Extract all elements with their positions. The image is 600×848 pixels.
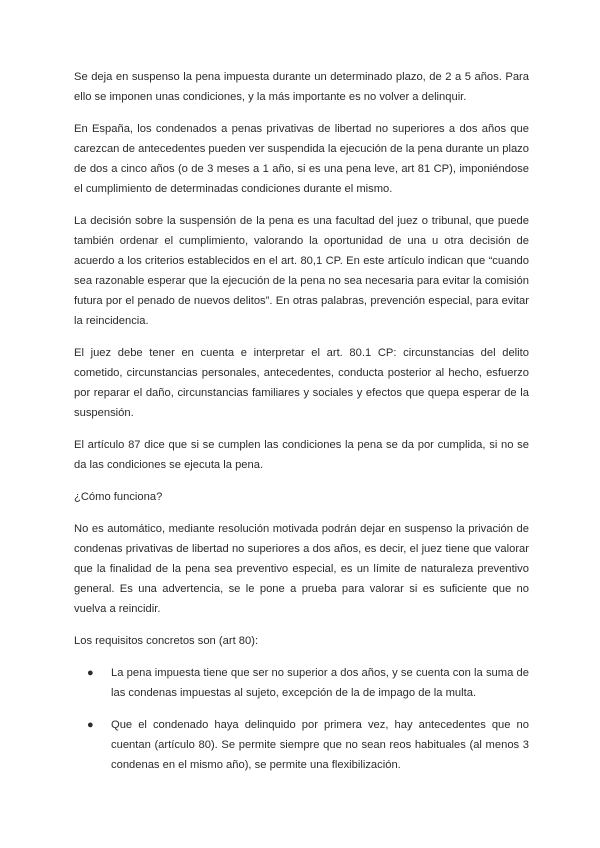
- paragraph-how-it-works: No es automático, mediante resolución motivada podrán dejar en suspenso la privación de condenas privativas de libertad no superiores a dos años, es decir, el juez tiene que valorar que la finalidad de la pena sea preventivo especial, es un límite de naturaleza preventivo general. Es una advertencia, se le pone a prueba para valorar si es suficiente que no vuelva a reincidir.: [74, 523, 529, 615]
- requirement-text: La pena impuesta tiene que ser no superior a dos años, y se cuenta con la suma de las condenas impuestas al sujeto, excepción de la de impago de la multa.: [111, 667, 529, 699]
- requirements-list: [74, 663, 529, 775]
- bullet-icon: ●: [87, 667, 94, 679]
- list-item: [74, 715, 529, 775]
- requirement-text: Que el condenado haya delinquido por primera vez, hay antecedentes que no cuentan (artículo 80). Se permite siempre que no sean reos habituales (al menos 3 condenas en el mismo año), se permite una flexibilización.: [111, 719, 529, 771]
- document-page: [74, 67, 529, 787]
- paragraph-article-87: El artículo 87 dice que si se cumplen las condiciones la pena se da por cumplida, si no se da las condiciones se ejecuta la pena.: [74, 439, 529, 471]
- paragraph-judge-decision: La decisión sobre la suspensión de la pena es una facultad del juez o tribunal, que puede también ordenar el cumplimiento, valorando la oportunidad de una u otra decisión de acuerdo a los criterios establecidos en el art. 80,1 CP. En este artículo indican que “cuando sea razonable esperar que la ejecución de la pena no sea necesaria para evitar la comisión futura por el penado de nuevos delitos”. En otras palabras, prevención especial, para evitar la reincidencia.: [74, 215, 529, 327]
- paragraph-spain-conditions: En España, los condenados a penas privativas de libertad no superiores a dos años que carezcan de antecedentes pueden ver suspendida la ejecución de la pena durante un plazo de dos a cinco años (o de 3 meses a 1 año, si es una pena leve, art 81 CP), imponiéndose el cumplimiento de determinadas condiciones durante el mismo.: [74, 123, 529, 195]
- list-item: [74, 663, 529, 703]
- section-question-heading: ¿Cómo funciona?: [74, 491, 163, 503]
- bullet-icon: ●: [87, 719, 94, 731]
- paragraph-judge-criteria: El juez debe tener en cuenta e interpretar el art. 80.1 CP: circunstancias del delito cometido, circunstancias personales, antecedentes, conducta posterior al hecho, esfuerzo por reparar el daño, circunstancias familiares y sociales y efectos que quepa esperar de la suspensión.: [74, 347, 529, 419]
- paragraph-requirements-intro: Los requisitos concretos son (art 80):: [74, 635, 259, 647]
- paragraph-suspension-intro: Se deja en suspenso la pena impuesta durante un determinado plazo, de 2 a 5 años. Para ello se imponen unas condiciones, y la más importante es no volver a delinquir.: [74, 71, 529, 103]
